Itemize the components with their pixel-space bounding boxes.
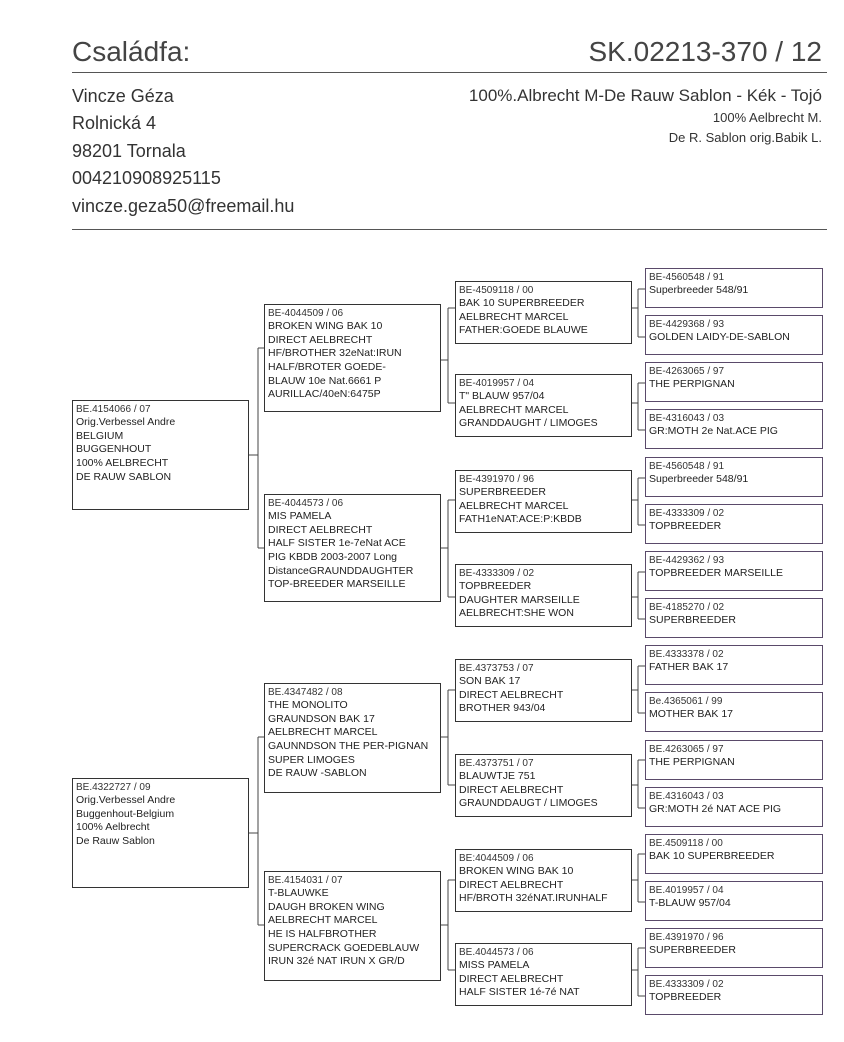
pedigree-sire-sire: BE-4044509 / 06 BROKEN WING BAK 10 DIRECT AELBRECHT HF/BROTHER 32eNat:IRUN HALF/BROTER GOEDE- BLAUW 10e Nat.6661 P AURILLAC/40eN:6475P <box>264 304 441 412</box>
pedigree-gen4-13: BE.4509118 / 00 BAK 10 SUPERBREEDER <box>645 834 823 874</box>
connector <box>632 760 645 808</box>
ring-number: SK.02213-370 / 12 <box>588 36 822 67</box>
connector <box>248 348 265 548</box>
pedigree-gen4-10: Be.4365061 / 99 MOTHER BAK 17 <box>645 692 823 732</box>
pedigree-gen4-4: BE-4316043 / 03 GR:MOTH 2e Nat.ACE PIG <box>645 409 823 449</box>
pedigree-gen4-12: BE.4316043 / 03 GR:MOTH 2é NAT ACE PIG <box>645 787 823 827</box>
pedigree-gen4-16: BE.4333309 / 02 TOPBREEDER <box>645 975 823 1015</box>
pedigree-dam-dam: BE.4154031 / 07 T-BLAUWKE DAUGH BROKEN WING AELBRECHT MARCEL HE IS HALFBROTHER SUPERCRACK GOEDEBLAUW IRUN 32é NAT IRUN X GR/D <box>264 871 441 981</box>
owner-email: vincze.geza50@freemail.hu <box>72 196 295 216</box>
connector <box>248 737 265 925</box>
connector <box>632 572 645 619</box>
pedigree-gen4-5: BE-4560548 / 91 Superbreeder 548/91 <box>645 457 823 497</box>
pedigree-gen3-sds: BE-4391970 / 96 SUPERBREEDER AELBRECHT MARCEL FATH1eNAT:ACE:P:KBDB <box>455 470 632 533</box>
owner-city: 98201 Tornala <box>72 141 186 161</box>
pedigree-gen4-8: BE-4185270 / 02 SUPERBREEDER <box>645 598 823 638</box>
pedigree-dam-sire: BE.4347482 / 08 THE MONOLITO GRAUNDSON BAK 17 AELBRECHT MARCEL GAUNNDSON THE PER-PIGNAN SUPER LIMOGES DE RAUW -SABLON <box>264 683 441 793</box>
pedigree-gen3-dds: BE:4044509 / 06 BROKEN WING BAK 10 DIRECT AELBRECHT HF/BROTH 32éNAT.IRUNHALF <box>455 849 632 912</box>
owner-street: Rolnická 4 <box>72 113 157 133</box>
pedigree-gen4-11: BE.4263065 / 97 THE PERPIGNAN <box>645 740 823 780</box>
connector <box>632 948 645 996</box>
pigeon-breed-line: 100%.Albrecht M-De Rauw Sablon - Kék - Tojó <box>468 86 822 105</box>
pedigree-gen4-14: BE.4019957 / 04 T-BLAUW 957/04 <box>645 881 823 921</box>
owner-name: Vincze Géza <box>72 86 174 106</box>
pedigree-sire: BE.4154066 / 07 Orig.Verbessel Andre BELGIUM BUGGENHOUT 100% AELBRECHT DE RAUW SABLON <box>72 400 249 510</box>
pedigree-gen3-ddd: BE.4044573 / 06 MISS PAMELA DIRECT AELBRECHT HALF SISTER 1é-7é NAT <box>455 943 632 1006</box>
pedigree-gen4-2: BE-4429368 / 93 GOLDEN LAIDY-DE-SABLON <box>645 315 823 355</box>
connector <box>632 478 645 525</box>
ring-number: BE.4322727 / 09 <box>76 782 151 793</box>
pedigree-gen4-15: BE.4391970 / 96 SUPERBREEDER <box>645 928 823 968</box>
pedigree-sire-dam: BE-4044573 / 06 MIS PAMELA DIRECT AELBRECHT HALF SISTER 1e-7eNat ACE PIG KBDB 2003-2007 Long DistanceGRAUNDDAUGHTER TOP-BREEDER MARSEILLE <box>264 494 441 602</box>
pedigree-gen3-sss: BE-4509118 / 00 BAK 10 SUPERBREEDER AELBRECHT MARCEL FATHER:GOEDE BLAUWE <box>455 281 632 344</box>
connector <box>632 666 645 713</box>
connector <box>440 880 455 970</box>
pedigree-gen4-6: BE-4333309 / 02 TOPBREEDER <box>645 504 823 544</box>
pedigree-gen3-dsd: BE.4373751 / 07 BLAUWTJE 751 DIRECT AELBRECHT GRAUNDDAUGT / LIMOGES <box>455 754 632 817</box>
connector <box>440 690 455 785</box>
pedigree-gen3-ssd: BE-4019957 / 04 T" BLAUW 957/04 AELBRECHT MARCEL GRANDDAUGHT / LIMOGES <box>455 374 632 437</box>
pedigree-gen4-9: BE.4333378 / 02 FATHER BAK 17 <box>645 645 823 685</box>
connector <box>632 289 645 337</box>
pedigree-dam: BE.4322727 / 09 Orig.Verbessel Andre Buggenhout-Belgium 100% Aelbrecht De Rauw Sablon <box>72 778 249 888</box>
pedigree-gen4-3: BE-4263065 / 97 THE PERPIGNAN <box>645 362 823 402</box>
pedigree-gen3-sdd: BE-4333309 / 02 TOPBREEDER DAUGHTER MARSEILLE AELBRECHT:SHE WON <box>455 564 632 627</box>
owner-phone: 004210908925115 <box>72 168 221 188</box>
connector <box>440 308 455 403</box>
pedigree-gen3-dss: BE.4373753 / 07 SON BAK 17 DIRECT AELBRECHT BROTHER 943/04 <box>455 659 632 722</box>
pigeon-origin-line: 100% Aelbrecht M. <box>712 110 822 125</box>
pedigree-gen4-1: BE-4560548 / 91 Superbreeder 548/91 <box>645 268 823 308</box>
pedigree-gen4-7: BE-4429362 / 93 TOPBREEDER MARSEILLE <box>645 551 823 591</box>
connector <box>440 500 455 597</box>
pigeon-breeder-line: De R. Sablon orig.Babik L. <box>668 130 822 145</box>
connector <box>632 854 645 902</box>
connector <box>632 383 645 430</box>
page-title: Családfa: <box>72 36 191 67</box>
ring-number: BE.4154066 / 07 <box>76 404 151 415</box>
